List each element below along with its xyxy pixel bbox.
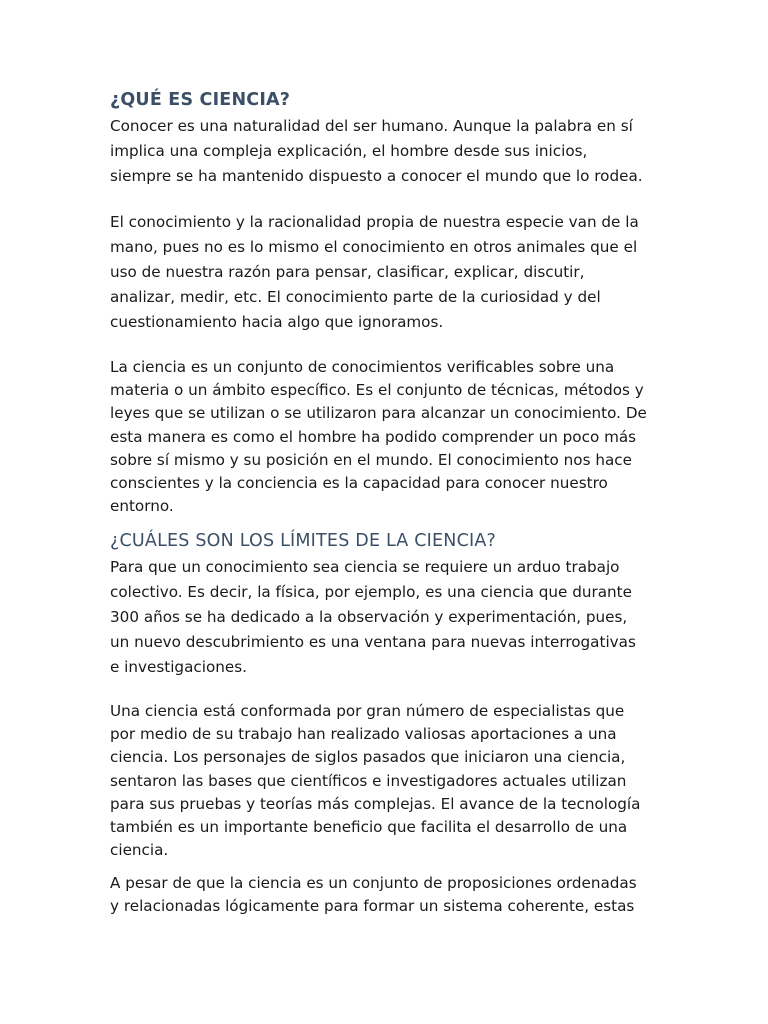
text-line: implica una compleja explicación, el hombre desde sus inicios, bbox=[110, 142, 588, 160]
text-line: La ciencia es un conjunto de conocimientos verificables sobre una bbox=[110, 358, 615, 376]
text-line: y relacionadas lógicamente para formar un sistema coherente, estas bbox=[110, 897, 635, 916]
text-line: esta manera es como el hombre ha podido comprender un poco más bbox=[110, 427, 637, 446]
text-line: también es un importante beneficio que facilita el desarrollo de una bbox=[110, 818, 628, 837]
text-line: A pesar de que la ciencia es un conjunto de proposiciones ordenadas bbox=[110, 874, 637, 892]
text-line: ciencia. Los personajes de siglos pasados que iniciaron una ciencia, bbox=[110, 748, 626, 767]
text-line: mano, pues no es lo mismo el conocimiento en otros animales que el bbox=[110, 238, 638, 256]
text-line: colectivo. Es decir, la física, por ejemplo, es una ciencia que durante bbox=[110, 583, 632, 601]
text-line: 300 años se ha dedicado a la observación y experimentación, pues, bbox=[110, 608, 628, 626]
paragraph-4 bbox=[110, 555, 670, 680]
text-line: materia o un ámbito específico. Es el conjunto de técnicas, métodos y bbox=[110, 381, 644, 400]
text-line: uso de nuestra razón para pensar, clasificar, explicar, discutir, bbox=[110, 263, 585, 281]
heading-limites-de-la-ciencia: ¿CUÁLES SON LOS LÍMITES DE LA CIENCIA? bbox=[110, 531, 497, 551]
text-line: analizar, medir, etc. El conocimiento parte de la curiosidad y del bbox=[110, 288, 601, 306]
text-line: siempre se ha mantenido dispuesto a conocer el mundo que lo rodea. bbox=[110, 167, 643, 185]
paragraph-1 bbox=[110, 114, 670, 189]
text-line: entorno. bbox=[110, 497, 174, 516]
text-line: Para que un conocimiento sea ciencia se requiere un arduo trabajo bbox=[110, 558, 620, 576]
heading-que-es-ciencia: ¿QUÉ ES CIENCIA? bbox=[110, 90, 291, 110]
text-line: leyes que se utilizan o se utilizaron para alcanzar un conocimiento. De bbox=[110, 404, 647, 423]
paragraph-6 bbox=[110, 872, 670, 918]
text-line: cuestionamiento hacia algo que ignoramos. bbox=[110, 313, 444, 331]
text-line: conscientes y la conciencia es la capacidad para conocer nuestro bbox=[110, 474, 608, 493]
text-line: sentaron las bases que científicos e investigadores actuales utilizan bbox=[110, 771, 627, 790]
paragraph-3 bbox=[110, 356, 670, 518]
text-line: por medio de su trabajo han realizado valiosas aportaciones a una bbox=[110, 725, 617, 744]
text-line: El conocimiento y la racionalidad propia de nuestra especie van de la bbox=[110, 213, 639, 231]
paragraph-2 bbox=[110, 210, 670, 335]
text-line: e investigaciones. bbox=[110, 658, 247, 676]
paragraph-5 bbox=[110, 700, 670, 862]
text-line: un nuevo descubrimiento es una ventana para nuevas interrogativas bbox=[110, 633, 636, 651]
text-line: para sus pruebas y teorías más complejas. El avance de la tecnología bbox=[110, 794, 641, 813]
text-line: ciencia. bbox=[110, 841, 169, 860]
text-line: Una ciencia está conformada por gran número de especialistas que bbox=[110, 702, 625, 720]
text-line: Conocer es una naturalidad del ser humano. Aunque la palabra en sí bbox=[110, 117, 633, 135]
text-line: sobre sí mismo y su posición en el mundo. El conocimiento nos hace bbox=[110, 450, 632, 469]
